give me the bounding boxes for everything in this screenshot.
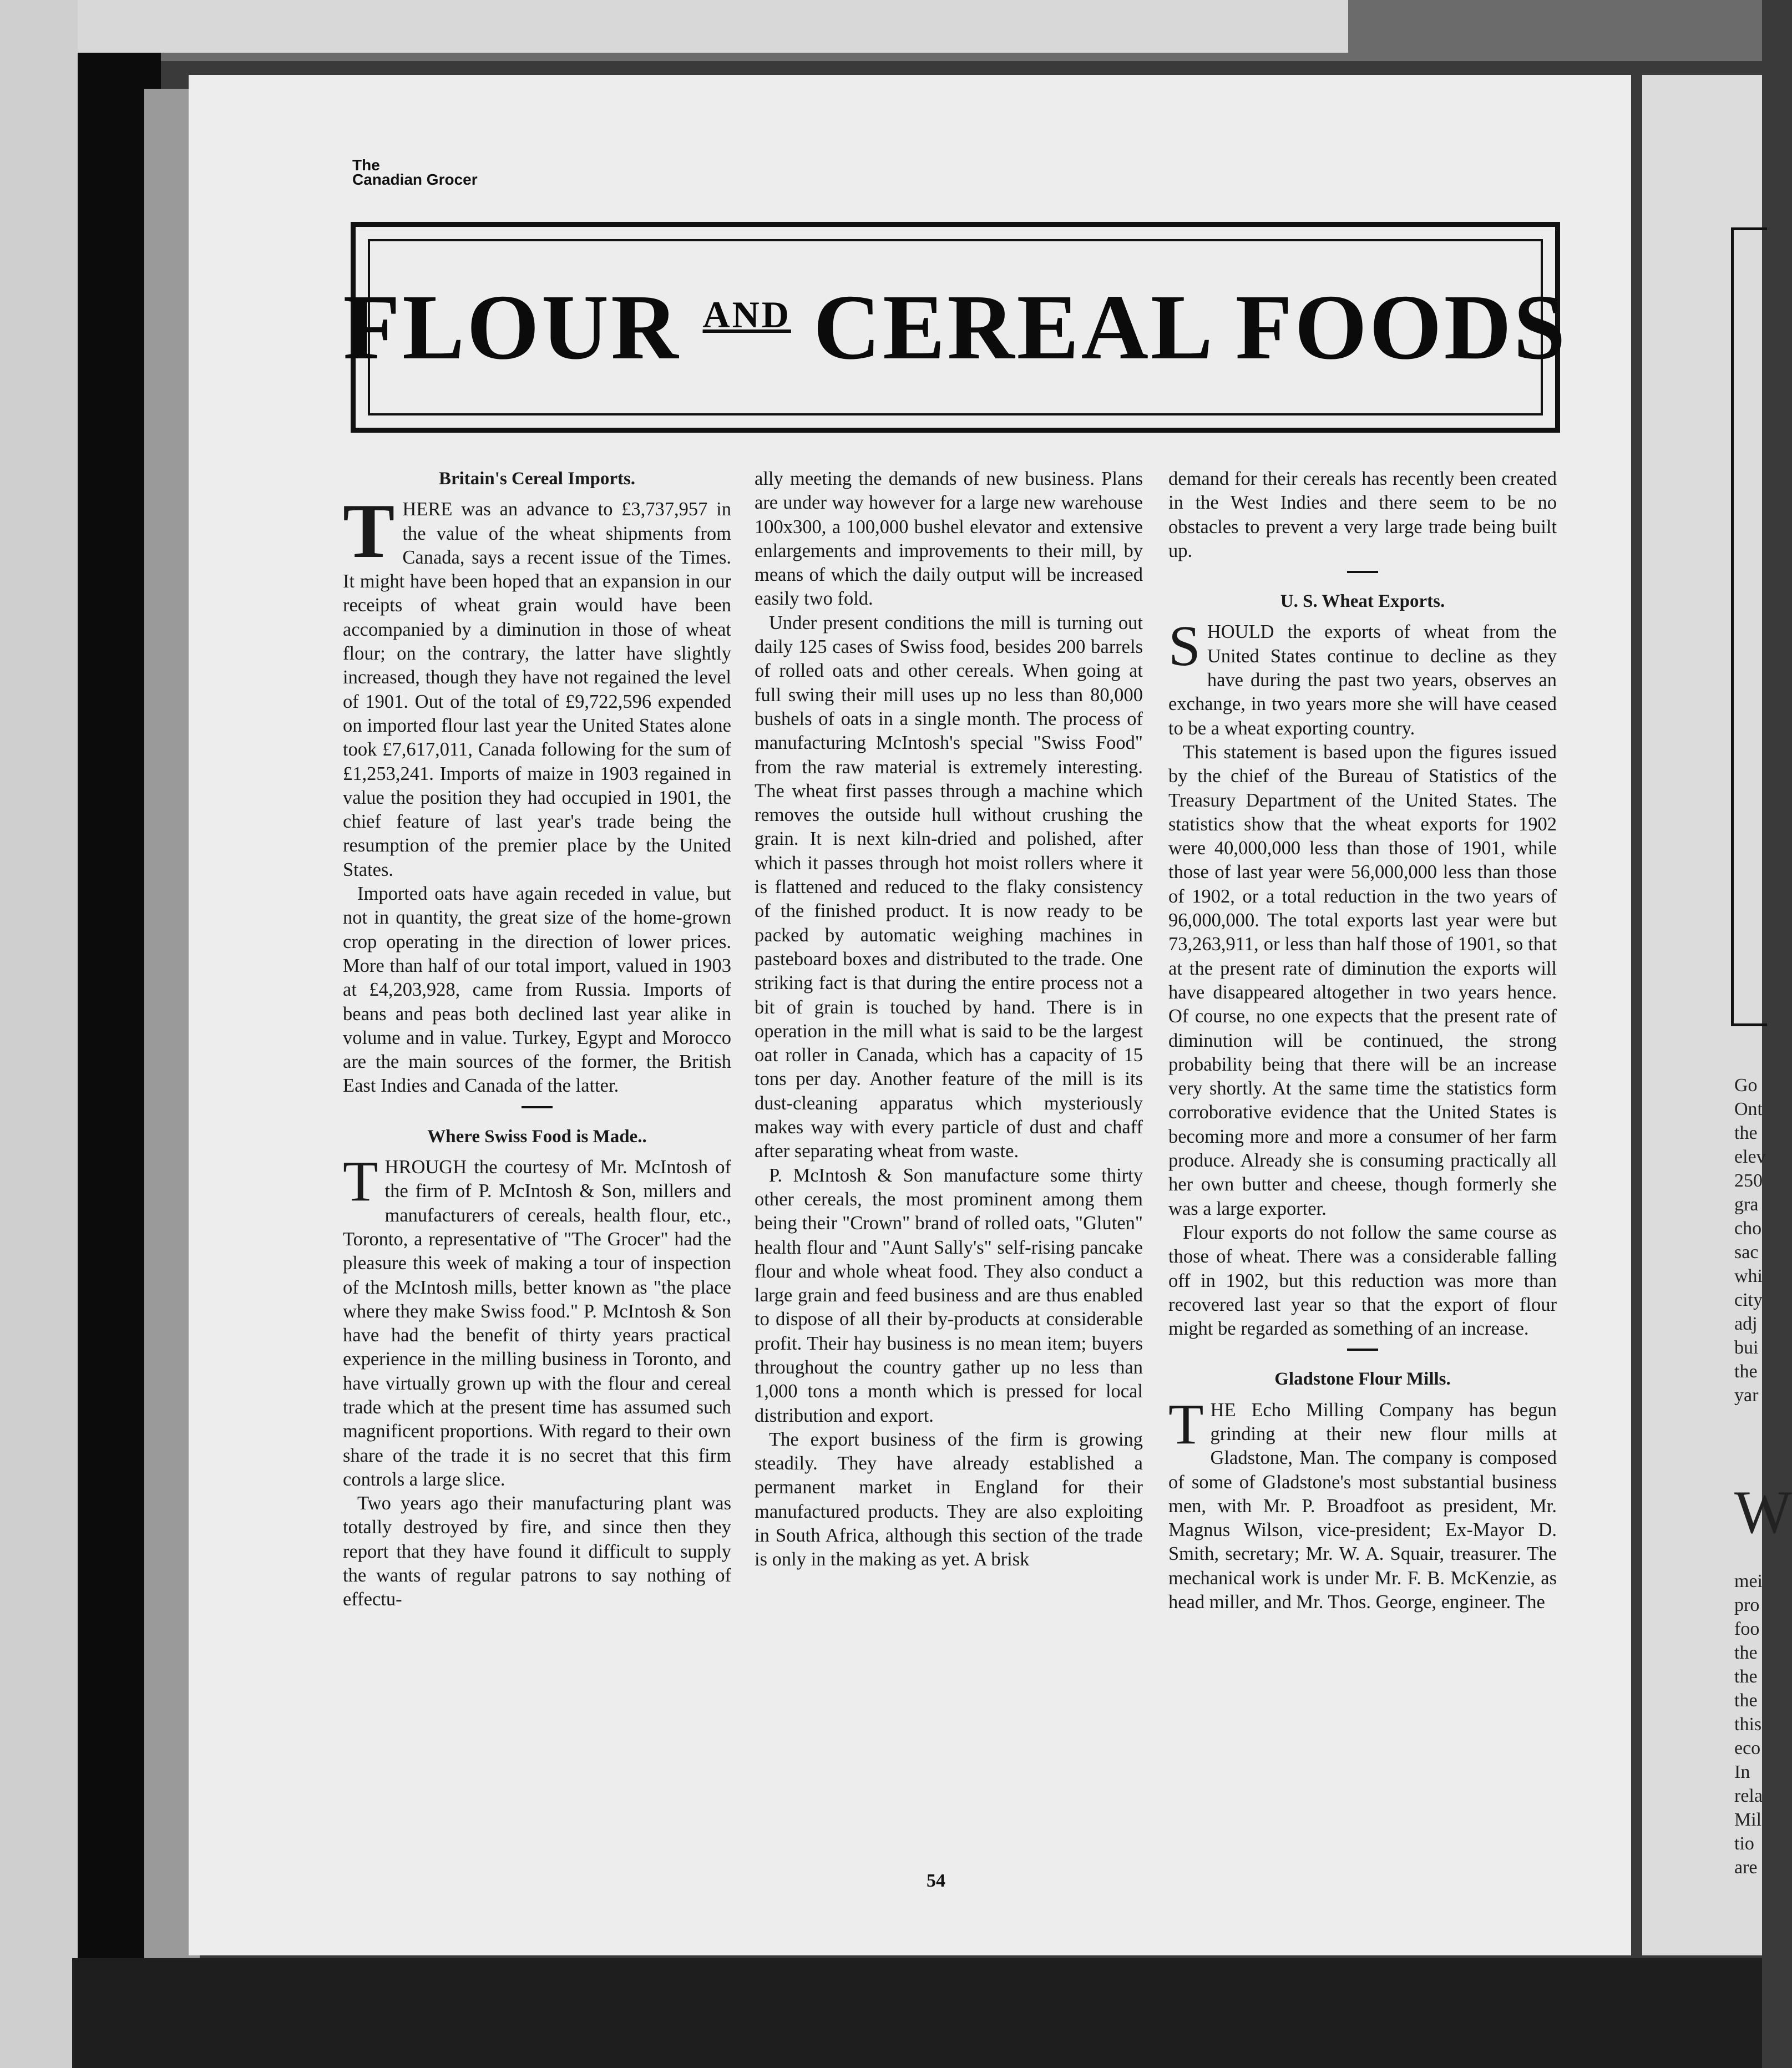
adjacent-page-fragment: tio [1734,1833,1754,1854]
paragraph: The export business of the firm is growing steadily. They have already established a permanent market in England for their manufactured products. They are also exploiting in South Africa, although this section of the trade is only in the making as yet. A brisk [755,1428,1143,1570]
adjacent-page-fragment: eco [1734,1738,1761,1758]
adjacent-page-fragment: the [1734,1361,1758,1382]
adjacent-page-fragment: W [1734,1478,1792,1546]
adjacent-page-fragment: In [1734,1762,1750,1782]
page-number: 54 [927,1871,945,1891]
paragraph: demand for their cereals has recently been created in the West Indies and there seem to be no obstacles to prevent a very large trade being built up. [1168,468,1557,561]
adjacent-page-fragment: the [1734,1643,1758,1663]
adjacent-page-fragment: rela [1734,1786,1763,1806]
adjacent-page-fragment: yar [1734,1385,1759,1406]
paragraph: This statement is based upon the figures issued by the chief of the Bureau of Statistics of the Treasury Department of the United States. The statistics show that the wheat exports for 1902 were 40,000,000 less than those of 1901, while those of last year were 56,000,000 less than those of 1902, or a total reduction in the two years of 96,000,000. The total exports last year were but 73,263,911, or less than half those of 1901, so that at the present rate of diminution the exports will have disappeared altogether in two years hence. Of course, no one expects that the present rate of diminution will be continued, the strong probability being that there will be an increase very shortly. At the same time the statistics form corroborative evidence that the United States is becoming more and more a consumer of her farm produce. Already she is consuming practically all her own butter and cheese, though formerly she was a large exporter. [1168,741,1557,1219]
adjacent-page-fragment: Mil [1734,1810,1762,1830]
section-banner [343,222,1568,433]
adjacent-page-fragment: foo [1734,1619,1760,1639]
adjacent-page-fragment: this [1734,1714,1762,1735]
adjacent-page-fragment: Go [1734,1075,1758,1096]
drop-cap: S [1168,614,1201,678]
drop-cap: T [343,488,395,575]
adjacent-page-fragment: Ont [1734,1099,1763,1119]
heading-britains-cereal-imports: Britain's Cereal Imports. [438,469,636,489]
adjacent-page-fragment: whi [1734,1266,1763,1286]
section-rule [1347,1349,1378,1351]
adjacent-page-fragment: elev [1734,1147,1766,1167]
paragraph [343,1149,731,1492]
paragraph: ally meeting the demands of new business. Plans are under way however for a large new warehouse 100x300, a 100,000 bushel elevator and extensive enlargements and improvements to their mill, by means of which the daily output will be increased easily two fold. [755,468,1143,610]
column-1 [343,467,731,1612]
section-rule [522,1106,553,1108]
scan-left-margin [0,0,78,2068]
adjacent-page-fragment: the [1734,1666,1758,1687]
paragraph [1168,1392,1557,1615]
adjacent-page-fragment [1734,1431,1762,1455]
drop-cap: T [1168,1392,1204,1456]
paragraph: Two years ago their manufacturing plant was totally destroyed by fire, and since then they report that they have found it difficult to supply the wants of regular patrons to say nothing of effectu- [343,1493,731,1610]
section-title-flour: FLOUR [343,275,681,379]
paragraph: P. McIntosh & Son manufacture some thirty other cereals, the most prominent among them being their "Crown" brand of rolled oats, "Gluten" health flour and "Aunt Sally's" self-rising pancake flour and whole wheat food. They also conduct a large grain and feed business and are thus enabled to dispose of all their by-products at considerable profit. Their hay business is no mean item; buyers throughout the country gather up no less than 1,000 tons a month which is pressed for local distribution and export. [755,1164,1143,1426]
adjacent-page-fragment: cho [1734,1218,1762,1239]
adjacent-page-box [1731,227,1767,1026]
adjacent-page-fragment: sac [1734,1242,1759,1263]
section-title-cereal-foods: CEREAL FOODS [813,275,1568,379]
adjacent-page-fragment [1734,1545,1762,1569]
paragraph [343,488,731,882]
masthead-line-2: Canadian Grocer [352,171,478,188]
adjacent-page-fragment: are [1734,1857,1758,1878]
section-title-and: AND [702,293,791,336]
paragraph: Under present conditions the mill is turning out daily 125 cases of Swiss food, besides 200 barrels of rolled oats and other cereals. When going at full swing their mill uses up no less than 80,000 bushels of oats in a single month. The process of manufacturing McIntosh's special "Swiss Food" from the raw material is extremely interesting. The wheat first passes through a machine which removes the outside hull without crushing the grain. It is next kiln-dried and polished, after which it passes through hot moist rollers where it is flattened and reduced to the flaky consistency of the finished product. It is now ready to be packed by automatic weighing machines in pasteboard boxes and distributed to the trade. One striking fact is that during the entire process not a bit of grain is touched by hand. There is in operation in the mill what is said to be the largest oat roller in Canada, which has a capacity of 15 tons per day. Another feature of the mill is its dust-cleaning apparatus which mysteriously makes way with every particle of dust and chaff after separating wheat from waste. [755,612,1143,1162]
adjacent-page-fragment: gra [1734,1194,1759,1215]
masthead-line-1: The [352,156,380,174]
paragraph-text: HOULD the exports of wheat from the United States continue to decline as they have during the past two years, observes an exchange, in two years more she will have ceased to be a wheat exporting country. [1168,621,1557,739]
masthead [352,158,478,187]
section-rule [1347,571,1378,573]
paragraph-text: HERE was an advance to £3,737,957 in the value of the wheat shipments from Canada, says a recent issue of the Times. It might have been hoped that an expansion in our receipts of wheat grain would have been accompanied by a diminution in those of wheat flour; on the contrary, the latter have slightly increased, though they have not regained the level of 1901. Out of the total of £9,722,596 expended on imported flour last year the United States alone took £7,617,011, Canada following for the sum of £1,253,241. Imports of maize in 1903 regained in value the position they had occupied in 1901, the chief feature of last year's trade being the resumption of the premier place by the United States. [343,499,731,880]
section-banner-inner [343,239,1568,415]
paragraph: Flour exports do not follow the same course as those of wheat. There was a considerable falling off in 1902, but this reduction was more than recovered last year so that the export of flour might be regarded as something of an increase. [1168,1221,1557,1340]
adjacent-page-fragment: the [1734,1123,1758,1143]
adjacent-page-fragment: pro [1734,1595,1760,1615]
adjacent-page-fragment: adj [1734,1314,1758,1334]
heading-us-wheat-exports: U. S. Wheat Exports. [1280,591,1445,612]
heading-gladstone-flour-mills: Gladstone Flour Mills. [1274,1369,1451,1390]
heading-where-swiss-food-is-made: Where Swiss Food is Made.. [427,1126,647,1147]
adjacent-page-fragment: the [1734,1690,1758,1711]
adjacent-page-fragment: bui [1734,1337,1759,1358]
paragraph: Imported oats have again receded in value, but not in quantity, the great size of the home-grown crop operating in the direction of lower prices. More than half of our total import, valued in 1903 at £4,203,928, came from Russia. Imports of beans and peas both declined last year alike in volume and in value. Turkey, Egypt and Morocco are the main sources of the former, the British East Indies and Canada of the latter. [343,883,731,1097]
paragraph-text: HE Echo Milling Company has begun grinding at their new flour mills at Gladstone, Man. The company is composed of some of Gladstone's most substantial business men, with Mr. P. Broadfoot as president, Mr. Magnus Wilson, vice-president; Ex-Mayor D. Smith, secretary; Mr. W. A. Squair, treasurer. The mechanical work is under Mr. F. B. McKenzie, as head miller, and Mr. Thos. George, engineer. The [1168,1399,1557,1613]
paragraph [1168,614,1557,740]
column-3 [1168,467,1557,1614]
drop-cap: T [343,1149,378,1214]
scan-top-strip [72,0,1348,53]
adjacent-page-fragment [1734,1455,1762,1479]
adjacent-page-fragment: mei [1734,1571,1763,1591]
adjacent-page-fragment [1734,1407,1762,1431]
adjacent-page-fragment: 250 [1734,1170,1763,1191]
paragraph-text: HROUGH the courtesy of Mr. McIntosh of the firm of P. McIntosh & Son, millers and manufacturers of cereals, health flour, etc., Toronto, a representative of "The Grocer" had the pleasure this week of making a tour of inspection of the McIntosh mills, better known as "the place where they make Swiss food." P. McIntosh & Son have had the benefit of thirty years practical experience in the milling business in Toronto, and have virtually grown up with the flour and cereal trade which at the present time has assumed such magnificent proportions. With regard to their own share of the trade it is no secret that this firm controls a large slice. [343,1157,731,1490]
adjacent-page-fragment: city [1734,1290,1763,1310]
section-title [343,274,1568,381]
adjacent-page-text [1734,1073,1792,1879]
scan-bottom-margin [72,1958,1762,2068]
column-2 [755,467,1143,1572]
